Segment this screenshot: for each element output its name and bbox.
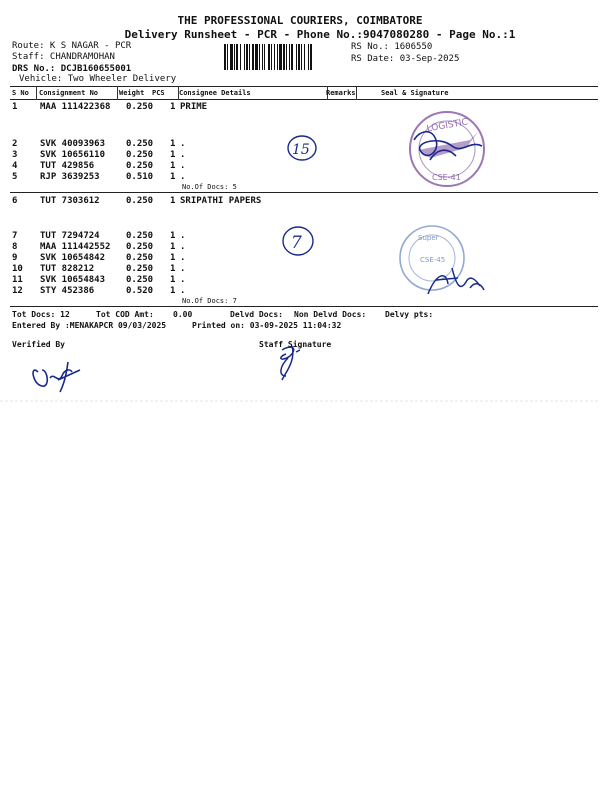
col-header-weight: Weight bbox=[119, 89, 145, 97]
col-header-consignee: Consignee Details bbox=[179, 89, 251, 97]
route-label: Route: K S NAGAR - PCR bbox=[12, 41, 132, 51]
col-header-pcs: PCS bbox=[152, 89, 165, 97]
company-title: THE PROFESSIONAL COURIERS, COIMBATORE bbox=[177, 14, 423, 27]
row-pcs: 1 bbox=[170, 231, 176, 241]
row-weight: 0.250 bbox=[126, 196, 154, 206]
row-weight: 0.250 bbox=[126, 139, 154, 149]
row-consignee: . bbox=[180, 150, 186, 160]
drs-number: DRS No.: DCJB160655001 bbox=[12, 64, 132, 74]
row-sno: 8 bbox=[12, 242, 18, 252]
row-sno: 11 bbox=[12, 275, 23, 285]
row-consignment-no: SVK 10654843 bbox=[40, 275, 106, 285]
row-weight: 0.250 bbox=[126, 242, 154, 252]
row-pcs: 1 bbox=[170, 139, 176, 149]
row-pcs: 1 bbox=[170, 172, 176, 182]
delivery-points: Delvy pts: bbox=[385, 310, 434, 319]
row-weight: 0.250 bbox=[126, 161, 154, 171]
row-consignee: . bbox=[180, 275, 186, 285]
row-pcs: 1 bbox=[170, 275, 176, 285]
row-consignee: SRIPATHI PAPERS bbox=[180, 196, 262, 206]
row-consignee: . bbox=[180, 139, 186, 149]
printed-on: Printed on: 03-09-2025 11:04:32 bbox=[192, 321, 342, 330]
staff-label: Staff: CHANDRAMOHAN bbox=[12, 52, 115, 62]
rs-date: RS Date: 03-Sep-2025 bbox=[351, 54, 460, 64]
row-sno: 4 bbox=[12, 161, 18, 171]
row-pcs: 1 bbox=[170, 264, 176, 274]
row-sno: 7 bbox=[12, 231, 18, 241]
row-consignee: . bbox=[180, 231, 186, 241]
row-consignee: . bbox=[180, 264, 186, 274]
row-weight: 0.250 bbox=[126, 264, 154, 274]
group-doc-count: No.Of Docs: 7 bbox=[182, 297, 237, 305]
row-consignment-no: TUT 828212 bbox=[40, 264, 95, 274]
non-delivered-docs: Non Delvd Docs: bbox=[294, 310, 367, 319]
col-header-sno: S No bbox=[12, 89, 29, 97]
col-header-consignment: Consignment No bbox=[39, 89, 99, 97]
row-consignment-no: SVK 10654842 bbox=[40, 253, 106, 263]
logistic-stamp bbox=[410, 112, 484, 186]
total-docs: Tot Docs: 12 bbox=[12, 310, 70, 319]
row-weight: 0.250 bbox=[126, 102, 154, 112]
col-header-remarks: Remarks bbox=[326, 89, 356, 97]
handwritten-count-circle bbox=[288, 136, 316, 160]
delivery-stamp bbox=[400, 226, 464, 290]
row-consignment-no: TUT 7294724 bbox=[40, 231, 100, 241]
row-pcs: 1 bbox=[170, 253, 176, 263]
row-consignment-no: MAA 111442552 bbox=[40, 242, 111, 252]
row-weight: 0.250 bbox=[126, 253, 154, 263]
row-consignment-no: MAA 111422368 bbox=[40, 102, 111, 112]
row-pcs: 1 bbox=[170, 150, 176, 160]
row-weight: 0.250 bbox=[126, 150, 154, 160]
stamp-text: CSE-45 bbox=[420, 256, 446, 264]
row-sno: 2 bbox=[12, 139, 18, 149]
row-sno: 5 bbox=[12, 172, 18, 182]
row-weight: 0.250 bbox=[126, 231, 154, 241]
row-consignment-no: RJP 3639253 bbox=[40, 172, 100, 182]
staff-signature bbox=[281, 346, 300, 380]
entered-by: Entered By :MENAKAPCR 09/03/2025 bbox=[12, 321, 167, 330]
group-doc-count: No.Of Docs: 5 bbox=[182, 183, 237, 191]
staff-signature-label: Staff Signature bbox=[259, 340, 332, 349]
row-consignee: PRIME bbox=[180, 102, 208, 112]
row-weight: 0.510 bbox=[126, 172, 154, 182]
row-consignment-no: SVK 10656110 bbox=[40, 150, 106, 160]
vehicle-label: Vehicle: Two Wheeler Delivery bbox=[19, 74, 177, 84]
col-header-seal: Seal & Signature bbox=[381, 89, 449, 97]
stamp-text: CSE-41 bbox=[432, 173, 461, 182]
verified-by-label: Verified By bbox=[12, 340, 65, 349]
row-sno: 9 bbox=[12, 253, 18, 263]
row-weight: 0.250 bbox=[126, 275, 154, 285]
row-consignment-no: STY 452386 bbox=[40, 286, 95, 296]
row-weight: 0.520 bbox=[126, 286, 154, 296]
row-sno: 3 bbox=[12, 150, 18, 160]
handwritten-count-circle bbox=[283, 227, 313, 255]
row-consignment-no: SVK 40093963 bbox=[40, 139, 106, 149]
row-pcs: 1 bbox=[170, 286, 176, 296]
stamp-text: LOGISTIC bbox=[426, 117, 469, 135]
row-sno: 12 bbox=[12, 286, 23, 296]
verifier-signature bbox=[33, 362, 80, 392]
row-pcs: 1 bbox=[170, 242, 176, 252]
row-pcs: 1 bbox=[170, 196, 176, 206]
row-consignee: . bbox=[180, 161, 186, 171]
rs-number: RS No.: 1606550 bbox=[351, 42, 433, 52]
runsheet-subtitle: Delivery Runsheet - PCR - Phone No.:9047080280 - Page No.:1 bbox=[124, 28, 516, 41]
stamp-text: Super bbox=[418, 234, 439, 242]
row-consignee: . bbox=[180, 172, 186, 182]
row-pcs: 1 bbox=[170, 102, 176, 112]
row-sno: 6 bbox=[12, 196, 18, 206]
handwritten-count: 7 bbox=[291, 233, 302, 253]
row-pcs: 1 bbox=[170, 161, 176, 171]
handwritten-count: 15 bbox=[292, 142, 310, 158]
row-sno: 1 bbox=[12, 102, 18, 112]
row-sno: 10 bbox=[12, 264, 23, 274]
row-consignee: . bbox=[180, 242, 186, 252]
total-cod-value: 0.00 bbox=[173, 310, 193, 319]
row-consignment-no: TUT 429856 bbox=[40, 161, 95, 171]
delivered-docs: Delvd Docs: bbox=[230, 310, 283, 319]
row-consignee: . bbox=[180, 286, 186, 296]
total-cod-label: Tot COD Amt: bbox=[96, 310, 154, 319]
row-consignment-no: TUT 7303612 bbox=[40, 196, 100, 206]
row-consignee: . bbox=[180, 253, 186, 263]
